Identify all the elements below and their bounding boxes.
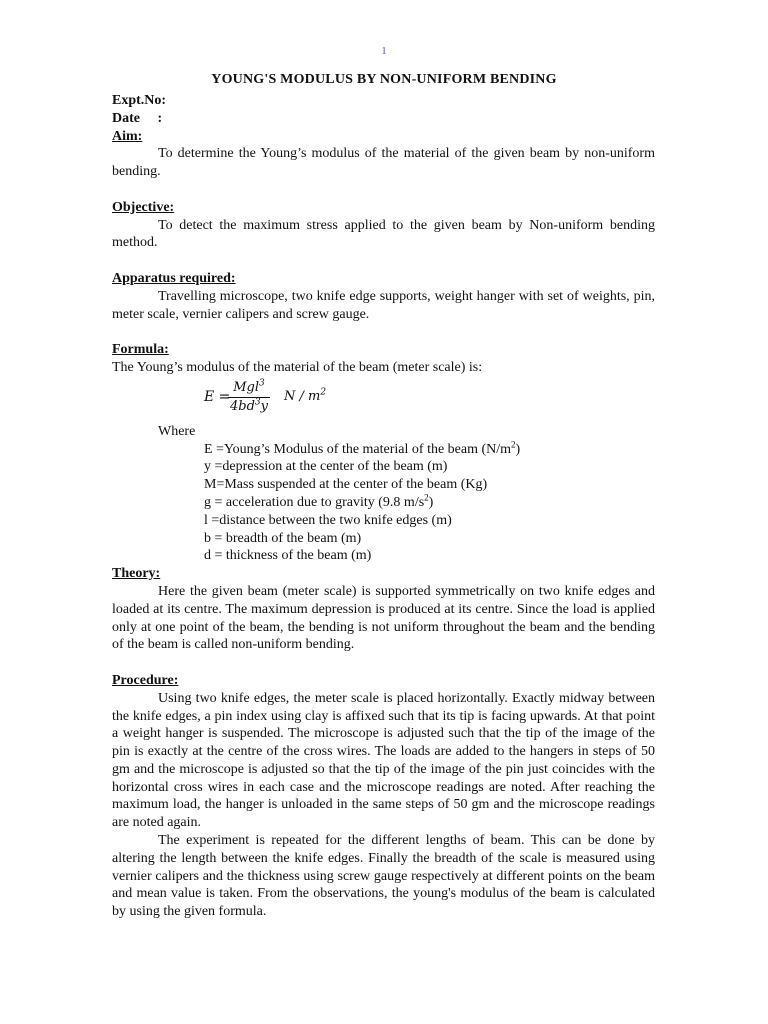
- procedure-paragraph-2: The experiment is repeated for the different lengths of beam. This can be done by altering the length between the knife edges. Finally the breadth of the scale is measured using vernier calipers and the thickness using screw gauge respectively at different points on the beam and mean value is taken. From the observations, the young's modulus of the beam is calculated by using the given formula.: [112, 833, 655, 920]
- formula-heading: Formula:: [112, 342, 169, 358]
- apparatus-text: Travelling microscope, two knife edge supports, weight hanger with set of weights, pin, meter scale, vernier calipers and screw gauge.: [112, 288, 655, 322]
- expt-no-label: Expt.No:: [112, 93, 167, 108]
- procedure-heading: Procedure:: [112, 672, 179, 688]
- page-number: 1: [381, 46, 387, 57]
- definition-item: M=Mass suspended at the center of the beam (Kg): [204, 477, 488, 493]
- document-body: [112, 92, 655, 921]
- formula-fraction: [228, 379, 270, 416]
- aim-heading: Aim:: [112, 128, 143, 144]
- formula-intro: The Young’s modulus of the material of the beam (meter scale) is:: [112, 359, 483, 375]
- definition-item: b = breadth of the beam (m): [204, 530, 362, 546]
- aim-text: To determine the Young’s modulus of the material of the given beam by non-uniform bending.: [112, 146, 655, 180]
- definition-item: y =depression at the center of the beam (m): [204, 459, 448, 475]
- definition-item: d = thickness of the beam (m): [204, 548, 372, 564]
- formula-definitions: [112, 438, 655, 566]
- formula-numerator: Mgl$^3$: [228, 379, 270, 398]
- apparatus-heading: Apparatus required:: [112, 270, 236, 286]
- procedure-paragraph-1: Using two knife edges, the meter scale is placed horizontally. Exactly midway between the knife edges, a pin index using clay is affixed such that its tip is facing upwards. At that point a weight hanger is suspended. The microscope is adjusted such that the tip of the image of the pin is exactly at the centre of the cross wires. The loads are added to the hangers in steps of 50 gm and the microscope is adjusted so that the tip of the image of the pin just coincides with the horizontal cross wires in each case and the microscope readings are noted. After reaching the maximum load, the hanger is unloaded in the same steps of 50 gm and the microscope readings are noted again.: [112, 690, 655, 831]
- theory-text: Here the given beam (meter scale) is supported symmetrically on two knife edges and loaded at its centre. The maximum depression is produced at its centre. Since the load is applied only at one point of the beam, the bending is not uniform throughout the beam and the bending of the beam is called non-uniform bending.: [112, 583, 655, 653]
- definition-item: g = acceleration due to gravity (9.8 $m/s^2$): [204, 492, 434, 510]
- youngs-modulus-formula: [112, 379, 655, 423]
- theory-heading: Theory:: [112, 566, 161, 582]
- definition-item: l =distance between the two knife edges (m): [204, 512, 452, 528]
- document-title: YOUNG'S MODULUS BY NON-UNIFORM BENDING: [211, 72, 557, 87]
- where-label: Where: [158, 423, 196, 439]
- formula-lhs: E =: [204, 388, 231, 405]
- definition-item: E =Young’s Modulus of the material of the beam $(N/m^2)$: [204, 438, 521, 457]
- formula-unit: N / $m^2$: [284, 387, 327, 404]
- objective-text: To detect the maximum stress applied to the given beam by Non-uniform bending method.: [112, 217, 655, 251]
- objective-heading: Objective:: [112, 199, 175, 215]
- formula-denominator: $4bd^3y$: [229, 397, 268, 414]
- date-label: Date :: [112, 110, 163, 126]
